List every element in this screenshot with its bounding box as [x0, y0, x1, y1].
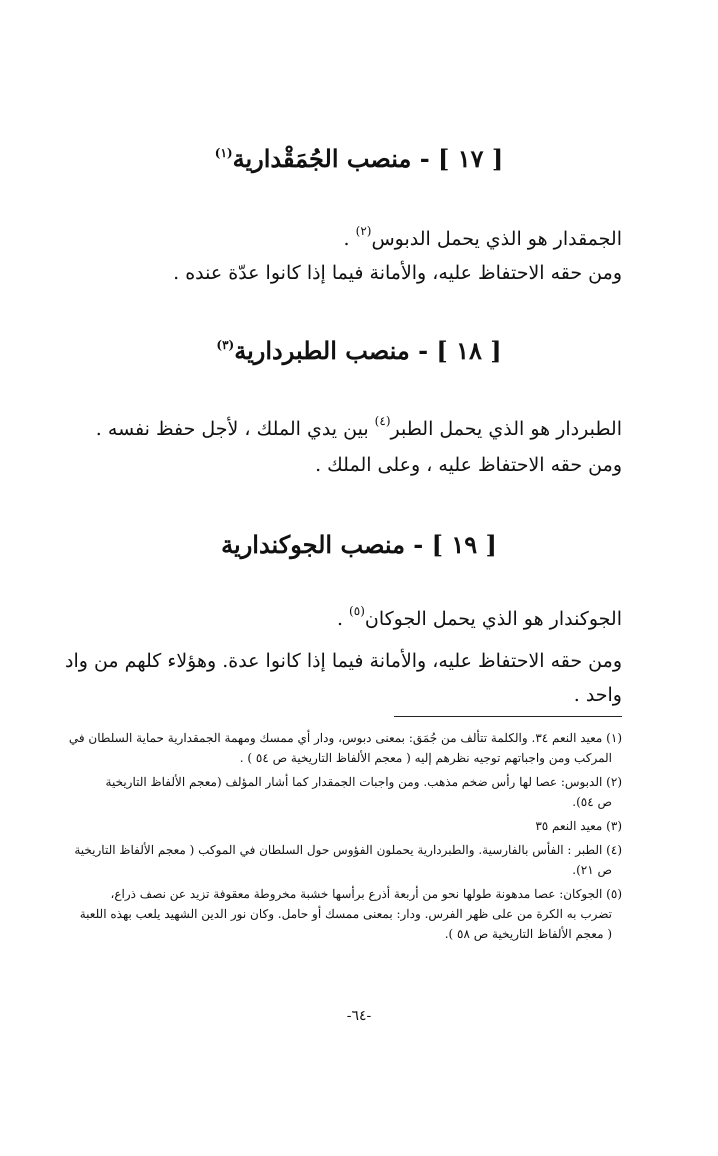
footnote-1: [68, 728, 622, 768]
section-17-heading: [0, 142, 718, 176]
section-18-dash: -: [418, 336, 429, 365]
page-number: -٦٤-: [346, 1008, 372, 1024]
section-19-title: منصب الجوكندارية: [221, 530, 405, 559]
footnote-2-line-1: (٢) الدبوس: عصا لها رأس ضخم مذهب. ومن واجبات الجمقدار كما أشار المؤلف (معجم الألفاظ التاريخية: [105, 775, 622, 789]
section-17-number: [ ١٧ ]: [438, 144, 504, 173]
s18-line-1: [96, 414, 622, 444]
s17-line-2: ومن حقه الاحتفاظ عليه، والأمانة فيما إذا كانوا عدّة عنده .: [173, 262, 622, 284]
footnote-4: [74, 840, 622, 880]
footnote-4-line-2: ص ٢١).: [572, 863, 612, 877]
section-18-heading: [0, 334, 718, 368]
s19-note-ref: (٥): [349, 604, 365, 618]
s17-line-1: [344, 224, 622, 254]
footnote-3-line-1: (٣) معيد النعم ٣٥: [535, 819, 622, 833]
s17-line-1-end: .: [343, 228, 350, 250]
s19-line-1: [337, 604, 622, 634]
footnote-1-line-1: (١) معيد النعم ٣٤. والكلمة تتألف من جُمَق: بمعنى دبوس، ودار أي ممسك ومهمة الجمقدارية حماية السلطان في: [68, 731, 622, 745]
s17-note-ref: (٢): [355, 224, 372, 238]
s19-line-3: واحد .: [573, 684, 622, 706]
section-19-number: [ ١٩ ]: [431, 530, 497, 559]
section-17-dash: -: [419, 144, 430, 173]
s18-line-2: ومن حقه الاحتفاظ عليه ، وعلى الملك .: [315, 454, 622, 476]
footnotes: [68, 728, 622, 948]
section-18-title: منصب الطبردارية: [234, 336, 410, 365]
s18-line-1-a: الطبردار هو الذي يحمل الطبر: [390, 418, 622, 440]
footnote-2-line-2: ص ٥٤).: [572, 795, 612, 809]
section-18-note-ref: (٣): [216, 338, 235, 352]
footnote-5-line-2: تضرب به الكرة من على ظهر الفرس. ودار: بمعنى ممسك أو حامل. وكان نور الدين الشهيد يلعب بهذه اللعبة: [79, 907, 612, 921]
footnote-4-line-1: (٤) الطبر : الفأس بالفارسية. والطبردارية يحملون الفؤوس حول السلطان في الموكب ( معجم الألفاظ التاريخية: [74, 843, 622, 857]
section-17-note-ref: (١): [214, 146, 233, 160]
s17-line-1-text: الجمقدار هو الذي يحمل الدبوس: [371, 228, 622, 250]
footnote-5-line-1: (٥) الجوكان: عصا مدهونة طولها نحو من أربعة أذرع برأسها خشبة مخروطة معقوفة تزيد عن نصف ذراع،: [110, 887, 622, 901]
s19-line-1-text: الجوكندار هو الذي يحمل الجوكان: [364, 608, 622, 630]
footnote-separator: [394, 716, 622, 717]
footnote-3: [92, 816, 622, 836]
s19-line-1-end: .: [336, 608, 343, 630]
s18-note-ref: (٤): [374, 414, 391, 428]
footnote-1-line-2: المركب ومن واجباتهم توجيه نظرهم إليه ( معجم الألفاظ التاريخية ص ٥٤ ) .: [239, 751, 612, 765]
s18-line-1-b: بين يدي الملك ، لأجل حفظ نفسه .: [95, 418, 369, 440]
s19-line-2: ومن حقه الاحتفاظ عليه، والأمانة فيما إذا كانوا عدة. وهؤلاء كلهم من واد: [64, 650, 622, 672]
section-18-number: [ ١٨ ]: [436, 336, 502, 365]
section-19-heading: [0, 528, 718, 562]
section-19-dash: -: [413, 530, 424, 559]
footnote-5: [79, 884, 622, 944]
footnote-2: [92, 772, 622, 812]
footnote-5-line-3: ( معجم الألفاظ التاريخية ص ٥٨ ).: [444, 927, 612, 941]
section-17-title: منصب الجُمَقْدارية: [232, 144, 412, 173]
